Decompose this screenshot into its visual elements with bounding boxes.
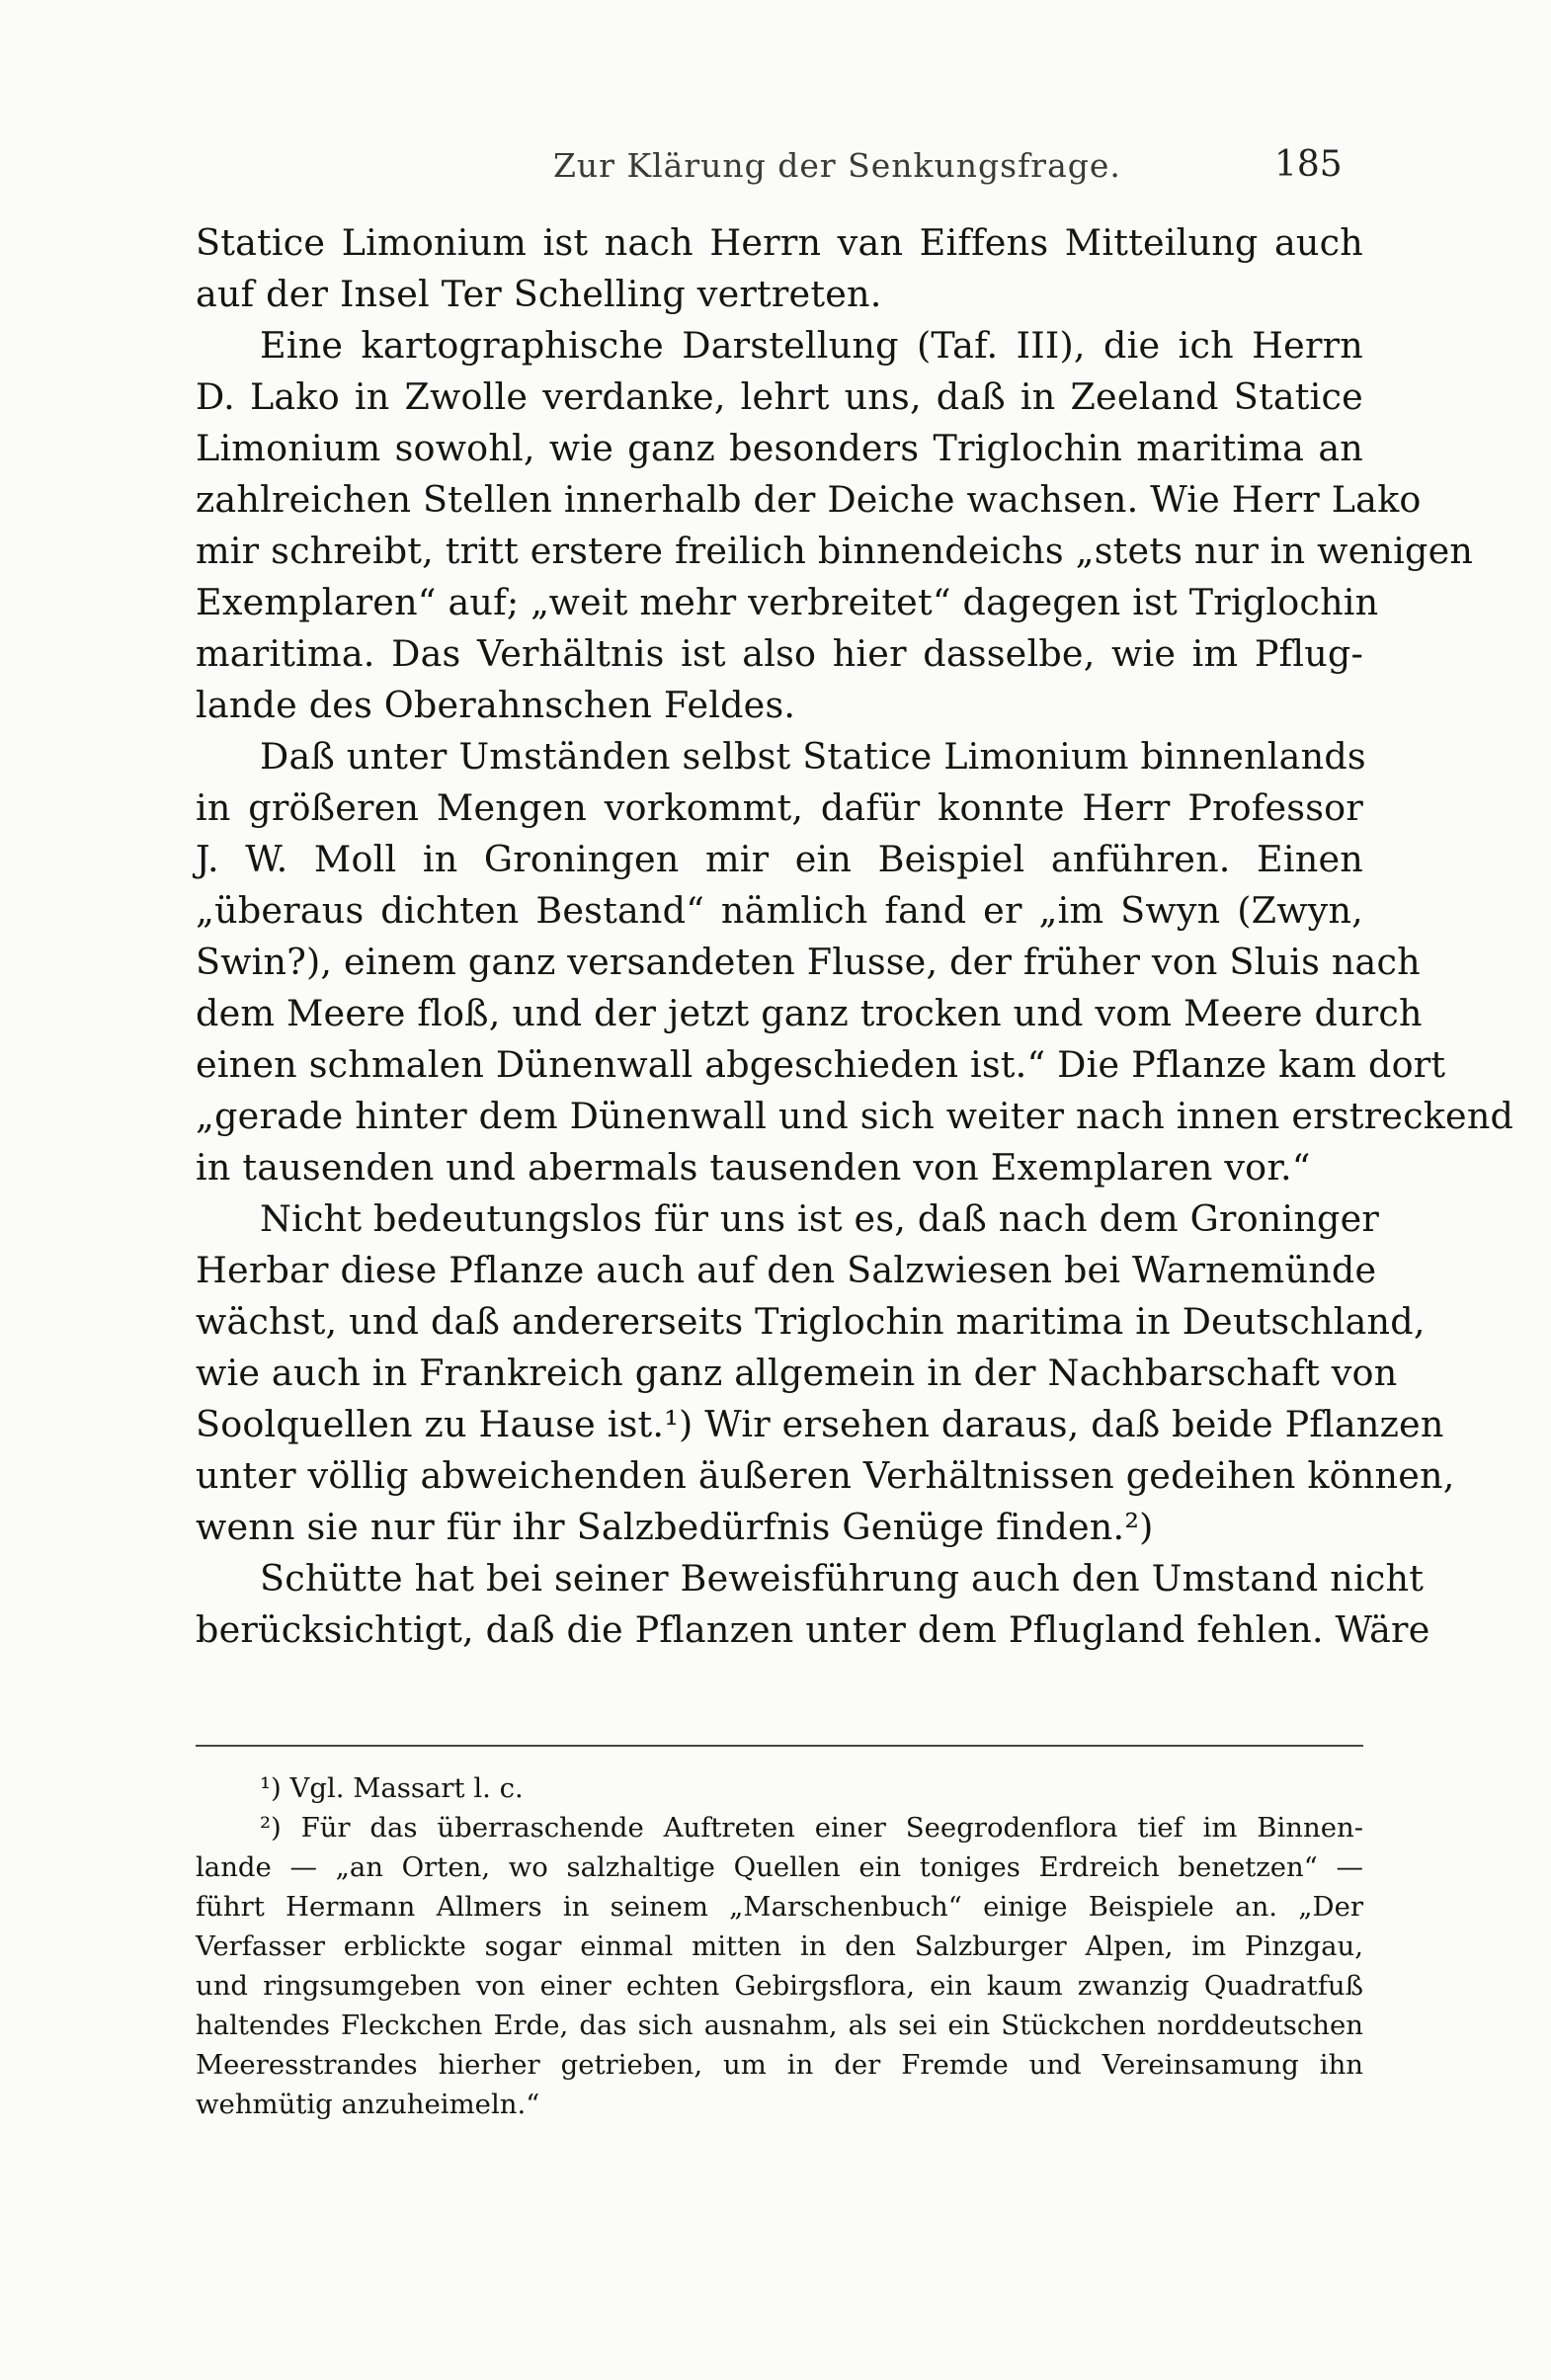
text-line: Exemplaren“ auf; „weit mehr verbreitet“ dagegen ist Triglochin xyxy=(196,581,1379,623)
footnote-rule xyxy=(196,1745,1363,1747)
text-line: in tausenden und abermals tausenden von Exemplaren vor.“ xyxy=(196,1146,1311,1189)
text-line: D. Lako in Zwolle verdanke, lehrt uns, daß in Zeeland Statice xyxy=(196,375,1363,418)
text-line: J. W. Moll in Groningen mir ein Beispiel anführen. Einen xyxy=(196,838,1363,880)
text-line: mir schreibt, tritt erstere freilich binnendeichs „stets nur in wenigen xyxy=(196,530,1474,572)
footnote-line: Verfasser erblickte sogar einmal mitten in den Salzburger Alpen, im Pinzgau, xyxy=(196,1930,1363,1962)
text-line: Herbar diese Pflanze auch auf den Salzwiesen bei Warnemünde xyxy=(196,1249,1377,1291)
text-line: wächst, und daß andererseits Triglochin maritima in Deutschland, xyxy=(196,1300,1426,1343)
text-line: wie auch in Frankreich ganz allgemein in der Nachbarschaft von xyxy=(196,1352,1398,1394)
text-line: einen schmalen Dünenwall abgeschieden ist.“ Die Pflanze kam dort xyxy=(196,1043,1446,1086)
text-line: Nicht bedeutungslos für uns ist es, daß nach dem Groninger xyxy=(260,1197,1380,1240)
text-line: Schütte hat bei seiner Beweisführung auch den Umstand nicht xyxy=(260,1557,1425,1600)
text-line: zahlreichen Stellen innerhalb der Deiche wachsen. Wie Herr Lako xyxy=(196,478,1422,521)
text-line: „gerade hinter dem Dünenwall und sich weiter nach innen erstreckend xyxy=(196,1095,1514,1137)
text-line: Daß unter Umständen selbst Statice Limonium binnenlands xyxy=(260,735,1366,778)
text-line: unter völlig abweichenden äußeren Verhältnissen gedeihen können, xyxy=(196,1454,1455,1497)
footnote-line: ¹) Vgl. Massart l. c. xyxy=(260,1772,524,1804)
footnote-line: und ringsumgeben von einer echten Gebirgsflora, ein kaum zwanzig Quadratfuß xyxy=(196,1970,1363,2002)
text-line: in größeren Mengen vorkommt, dafür konnte Herr Professor xyxy=(196,786,1363,829)
text-line: Soolquellen zu Hause ist.¹) Wir ersehen daraus, daß beide Pflanzen xyxy=(196,1403,1444,1445)
text-line: berücksichtigt, daß die Pflanzen unter dem Pflugland fehlen. Wäre xyxy=(196,1608,1430,1651)
text-line: Statice Limonium ist nach Herrn van Eiffens Mitteilung auch xyxy=(196,221,1363,264)
text-line: maritima. Das Verhältnis ist also hier dasselbe, wie im Pflug- xyxy=(196,632,1363,675)
footnote-line: ²) Für das überraschende Auftreten einer Seegrodenflora tief im Binnen- xyxy=(260,1812,1363,1844)
footnote-line: führt Hermann Allmers in seinem „Marschenbuch“ einige Beispiele an. „Der xyxy=(196,1891,1363,1923)
text-line: dem Meere floß, und der jetzt ganz trocken und vom Meere durch xyxy=(196,992,1423,1034)
text-line: Swin?), einem ganz versandeten Flusse, der früher von Sluis nach xyxy=(196,941,1421,983)
footnote-line: wehmütig anzuheimeln.“ xyxy=(196,2089,540,2120)
text-line: „überaus dichten Bestand“ nämlich fand er „im Swyn (Zwyn, xyxy=(196,889,1363,932)
text-line: wenn sie nur für ihr Salzbedürfnis Genüge finden.²) xyxy=(196,1506,1154,1548)
footnote-line: Meeresstrandes hierher getrieben, um in der Fremde und Vereinsamung ihn xyxy=(196,2049,1363,2081)
footnote-line: haltendes Fleckchen Erde, das sich ausnahm, als sei ein Stückchen norddeutschen xyxy=(196,2010,1363,2041)
text-line: lande des Oberahnschen Feldes. xyxy=(196,684,796,726)
text-line: auf der Insel Ter Schelling vertreten. xyxy=(196,273,882,315)
footnote-line: lande — „an Orten, wo salzhaltige Quellen ein toniges Erdreich benetzen“ — xyxy=(196,1851,1363,1883)
page-number: 185 xyxy=(1274,144,1343,185)
text-line: Limonium sowohl, wie ganz besonders Triglochin maritima an xyxy=(196,427,1363,469)
running-title: Zur Klärung der Senkungsfrage. xyxy=(553,146,1121,185)
text-line: Eine kartographische Darstellung (Taf. III), die ich Herrn xyxy=(260,324,1363,367)
